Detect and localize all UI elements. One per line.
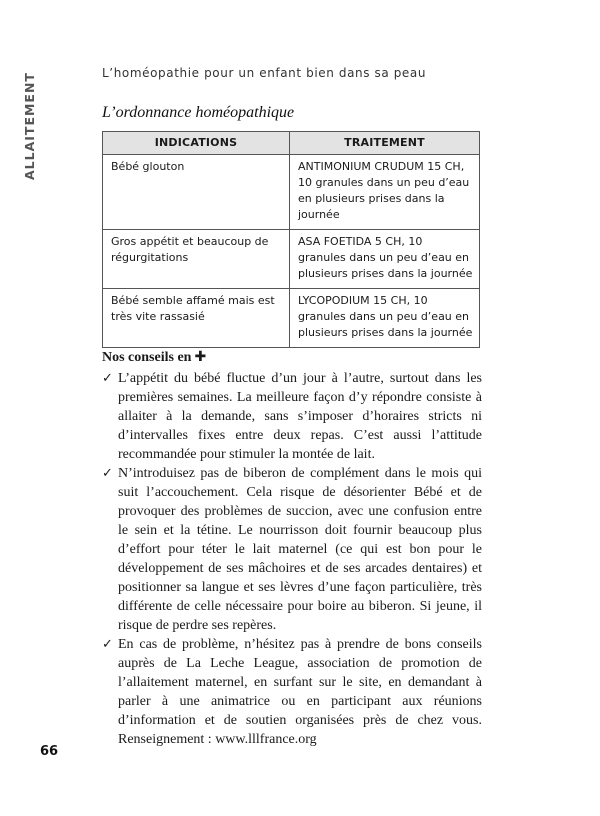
tips-section (102, 344, 482, 749)
indication-cell: Bébé semble affamé mais est très vite rassasié (103, 289, 290, 348)
checkmark-icon: ✓ (102, 637, 113, 652)
table-header-row (103, 132, 480, 155)
traitement-cell: ASA FOETIDA 5 CH, 10 granules dans un peu d’eau en plusieurs prises dans la journée (290, 230, 480, 289)
tip-text: N’introduisez pas de biberon de complément dans le mois qui suit l’accouchement. Cela risque de désorienter Bébé et de provoquer des problèmes de succion, avec une confusion entre le sein et la tétine. Le nourrisson doit fournir beaucoup plus d’effort pour téter le lait maternel (ce qui est bon pour le développement de ses mâchoires et de ses arcades dentaires) et positionner sa langue et ses lèvres d’une façon particulière, très différente de celle nécessaire pour boire au biberon. Si jeune, il risque de perdre ses repères. (118, 466, 482, 633)
table-row (103, 289, 480, 348)
section-title: L’ordonnance homéopathique (102, 104, 295, 121)
tips-list (102, 369, 482, 749)
page-number: 66 (40, 744, 59, 759)
traitement-cell: LYCOPODIUM 15 CH, 10 granules dans un peu d’eau en plusieurs prises dans la journée (290, 289, 480, 348)
traitement-cell: ANTIMONIUM CRUDUM 15 CH, 10 granules dans un peu d’eau en plusieurs prises dans la journée (290, 155, 480, 230)
table-row (103, 230, 480, 289)
list-item (102, 464, 482, 635)
tip-text: L’appétit du bébé fluctue d’un jour à l’autre, surtout dans les premières semaines. La meilleure façon d’y répondre consiste à allaiter à la demande, sans s’imposer d’horaires stricts ni d’intervalles fixes entre deux repas. C’est aussi l’attitude recommandée pour stimuler la montée de lait. (118, 371, 482, 462)
prescription-table (102, 131, 480, 348)
side-tab-chapter: ALLAITEMENT (22, 72, 37, 180)
indication-cell: Bébé glouton (103, 155, 290, 230)
plus-icon: ✚ (194, 349, 207, 365)
indication-cell: Gros appétit et beaucoup de régurgitations (103, 230, 290, 289)
column-header-traitement: TRAITEMENT (290, 132, 480, 155)
tips-heading-text: Nos conseils en (102, 350, 192, 365)
tip-text: En cas de problème, n’hésitez pas à prendre de bons conseils auprès de La Leche League, association de promotion de l’allaitement maternel, en surfant sur le site, en demandant à parler à une animatrice ou en participant aux réunions d’information et de soutien organisées près de chez vous. Renseignement : www.lllfrance.org (118, 637, 482, 747)
column-header-indications: INDICATIONS (103, 132, 290, 155)
checkmark-icon: ✓ (102, 371, 113, 386)
list-item (102, 369, 482, 464)
checkmark-icon: ✓ (102, 466, 113, 481)
list-item (102, 635, 482, 749)
table-row (103, 155, 480, 230)
running-header: L’homéopathie pour un enfant bien dans sa peau (102, 66, 427, 80)
tips-heading (102, 348, 482, 367)
